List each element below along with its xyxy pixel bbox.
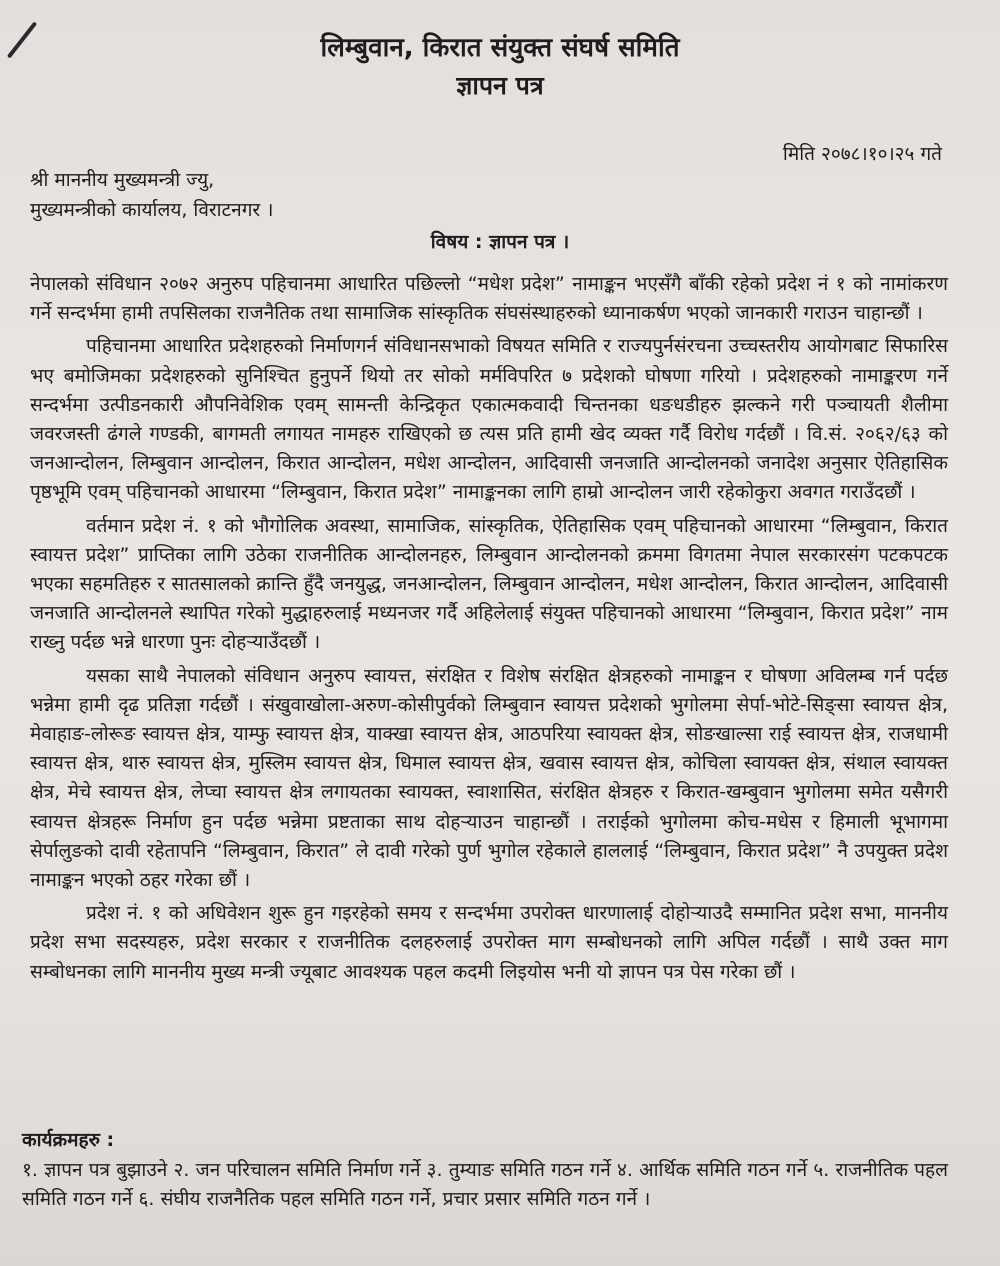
paragraph-5: प्रदेश नं. १ को अधिवेशन शुरू हुन गइरहेको समय र सन्दर्भमा उपरोक्त धारणालाई दोहोऱ्याउदै सम्मानित प्रदेश सभा, माननीय प्रदेश सभा सदस्यहरु, प्रदेश सरकार र राजनीतिक दलहरुलाई उपरोक्त माग सम्बोधनको लागि अपिल गर्दछौं । साथै उक्त माग सम्बोधनका लागि माननीय मुख्य मन्त्री ज्यूबाट आवश्यक पहल कदमी लिइयोस भनी यो ज्ञापन पत्र पेस गरेका छौं ।	[30, 902, 948, 983]
paragraph-1: नेपालको संविधान २०७२ अनुरुप पहिचानमा आधारित पछिल्लो “मधेश प्रदेश” नामाङ्कन भएसँगै बाँकी रहेको प्रदेश नं १ को नामांकरण गर्ने सन्दर्भमा हामी तपसिलका राजनैतिक तथा सामाजिक सांस्कृतिक संघसंस्थाहरुको ध्यानाकर्षण भएको जानकारी गराउन चाहान्छौं ।	[30, 273, 948, 325]
letter-body	[30, 270, 948, 991]
date-line: मिति २०७८।१०।२५ गते	[782, 143, 942, 165]
document-title: लिम्बुवान, किरात संयुक्त संघर्ष समिति	[320, 33, 680, 63]
programs-heading: कार्यक्रमहरु :	[22, 1129, 115, 1151]
document-subtitle: ज्ञापन पत्र	[456, 71, 544, 100]
paragraph-4: यसका साथै नेपालको संविधान अनुरुप स्वायत्त, संरक्षित र विशेष संरक्षित क्षेत्रहरुको नामाङ्कन र घोषणा अविलम्ब गर्न पर्दछ भन्नेमा हामी दृढ प्रतिज्ञा गर्दछौं । संखुवाखोला-अरुण-कोसीपुर्वको लिम्बुवान स्वायत्त प्रदेशको भुगोलमा सेर्पा-भोटे-सिङ्सा स्वायत्त क्षेत्र, मेवाहाङ-लोरूङ स्वायत्त क्षेत्र, याम्फु स्वायत्त क्षेत्र, याक्खा स्वायत्त क्षेत्र, आठपरिया स्वायक्त क्षेत्र, सोङखाल्सा राई स्वायत्त क्षेत्र, राजधामी स्वायत्त क्षेत्र, थारु स्वायत्त क्षेत्र, मुस्लिम स्वायत्त क्षेत्र, धिमाल स्वायत्त क्षेत्र, खवास स्वायत्त क्षेत्र, कोचिला स्वायक्त क्षेत्र, संथाल स्वायक्त क्षेत्र, मेचे स्वायत्त क्षेत्र, लेप्चा स्वायत्त क्षेत्र लगायतका स्वायक्त, स्वाशासित, संरक्षित क्षेत्रहरु र किरात-खम्बुवान भुगोलमा समेत यसैगरी स्वायत्त क्षेत्रहरू निर्माण हुन पर्दछ भन्नेमा प्रष्टताका साथ दोहऱ्याउन चाहान्छौं । तराईको भुगोलमा कोच-मधेस र हिमाली भूभागमा सेर्पालुङको दावी रहेतापनि “लिम्बुवान, किरात” ले दावी गरेको पुर्ण भुगोल रहेकाले हाललाई “लिम्बुवान, किरात प्रदेश” नै उपयुक्त प्रदेश नामाङ्कन भएको ठहर गरेका छौं ।	[30, 664, 948, 892]
addressee-line-1: श्री माननीय मुख्यमन्त्री ज्यु,	[30, 169, 215, 191]
paragraph-3: वर्तमान प्रदेश नं. १ को भौगोलिक अवस्था, सामाजिक, सांस्कृतिक, ऐतिहासिक एवम् पहिचानको आधारमा “लिम्बुवान, किरात स्वायत्त प्रदेश” प्राप्तिका लागि उठेका राजनीतिक आन्दोलनहरु, लिम्बुवान आन्दोलनको क्रममा विगतमा नेपाल सरकारसंग पटकपटक भएका सहमतिहरु र सातसालको क्रान्ति हुँदै जनयुद्ध, जनआन्दोलन, लिम्बुवान आन्दोलन, मधेश आन्दोलन, किरात आन्दोलन, आदिवासी जनजाति आन्दोलनले स्थापित गरेको मुद्धाहरुलाई मध्यनजर गर्दै अहिलेलाई संयुक्त पहिचानको आधारमा “लिम्बुवान, किरात प्रदेश” नाम राख्नु पर्दछ भन्ने धारणा पुनः दोहऱ्याउँदछौं ।	[30, 514, 948, 654]
paragraph-2: पहिचानमा आधारित प्रदेशहरुको निर्माणगर्न संविधानसभाको विषयत समिति र राज्यपुर्नसंरचना उच्चस्तरीय आयोगबाट सिफारिस भए बमोजिमका प्रदेशहरुको सुनिश्चित हुनुपर्ने थियो तर सोको मर्मविपरित ७ प्रदेशको घोषणा गरियो । प्रदेशहरुको नामाङ्करण गर्ने सन्दर्भमा उत्पीडनकारी औपनिवेशिक एवम् सामन्ती केन्द्रिकृत एकात्मकवादी चिन्तनका धङधडीहरु झल्कने गरी पञ्चायती शैलीमा जवरजस्ती ढंगले गण्डकी, बागमती लगायत नामहरु राखिएको छ त्यस प्रति हामी खेद व्यक्त गर्दै विरोध गर्दछौं । वि.सं. २०६२/६३ को जनआन्दोलन, लिम्बुवान आन्दोलन, किरात आन्दोलन, मधेश आन्दोलन, आदिवासी जनजाति आन्दोलनको जनादेश अनुसार ऐतिहासिक पृष्ठभूमि एवम् पहिचानको आधारमा “लिम्बुवान, किरात प्रदेश” नामाङ्कनका लागि हाम्रो आन्दोलन जारी रहेकोकुरा अवगत गराउँदछौं ।	[30, 335, 948, 504]
addressee-line-2: मुख्यमन्त्रीको कार्यालय, विराटनगर ।	[30, 199, 274, 221]
subject-line: विषय : ज्ञापन पत्र ।	[430, 231, 570, 253]
programs-list: १. ज्ञापन पत्र बुझाउने २. जन परिचालन समिति निर्माण गर्ने ३. तुम्याङ समिति गठन गर्ने ४. आर्थिक समिति गठन गर्ने ५. राजनीतिक पहल समिति गठन गर्ने ६. संघीय राजनैतिक पहल समिति गठन गर्ने, प्रचार प्रसार समिति गठन गर्ने ।	[22, 1159, 948, 1210]
